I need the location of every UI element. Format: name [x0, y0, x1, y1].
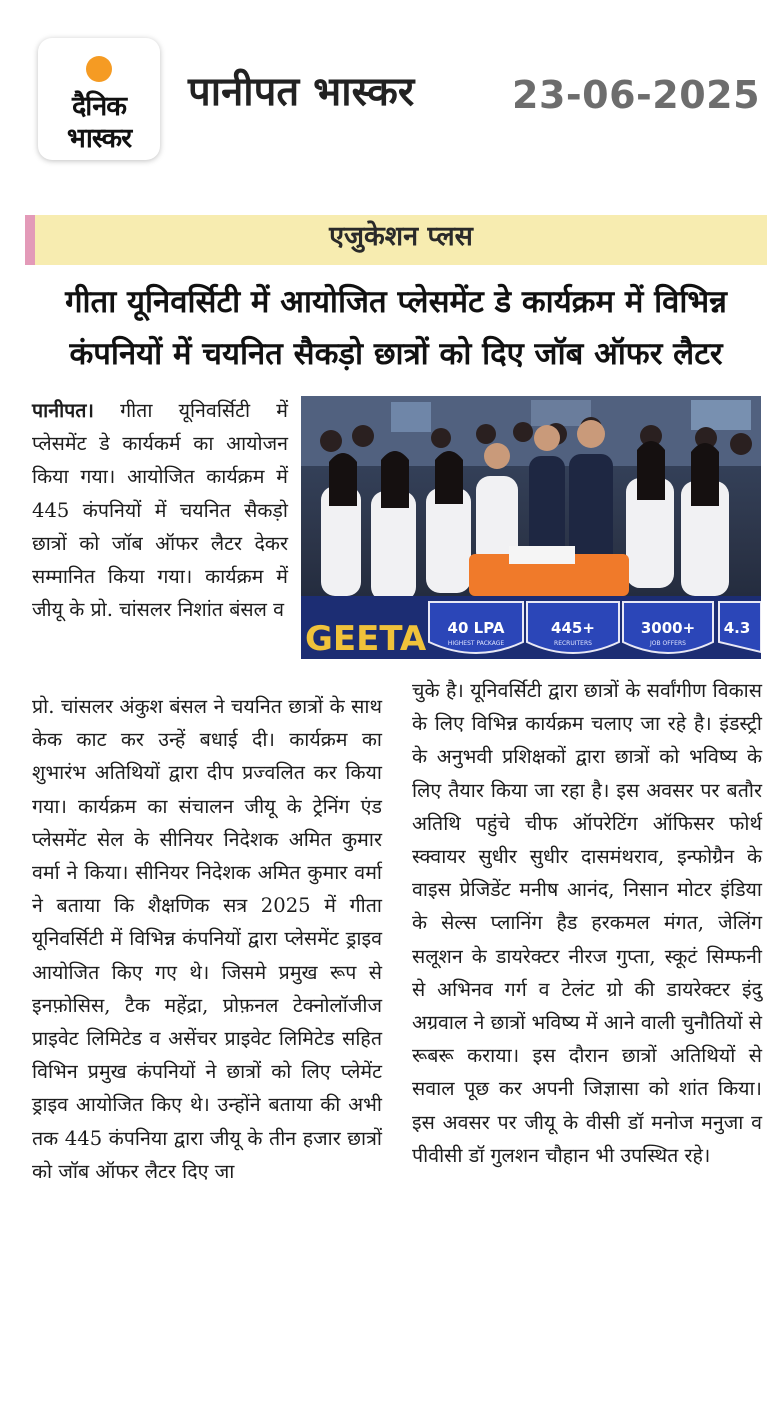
stat-value-job-offers: 3000+ [640, 619, 696, 637]
stat-caption-recruiters: RECRUITERS [554, 640, 592, 647]
section-label: एजुकेशन प्लस [329, 221, 473, 252]
logo-line-2: भास्कर [66, 123, 132, 154]
stat-caption-job-offers: JOB OFFERS [650, 640, 686, 647]
event-photo [301, 396, 761, 659]
article-headline: गीता यूनिवर्सिटी में आयोजित प्लेसमेंट डे कार्यक्रम में विभिन्न कंपनियों में चयनित सैकड़ो छात्रों को दिए जॉब ऑफर लैटर [65, 284, 727, 372]
edition-date: 23-06-2025 [512, 73, 761, 117]
article-column-left-top [32, 394, 288, 626]
article-paragraph-1: गीता यूनिवर्सिटी में प्लेसमेंट डे कार्यकर्म का आयोजन किया गया। आयोजित कार्यक्रम में 445 कंपनियों में चयनित सैकड़ो छात्रों को जॉब ऑफर लैटर देकर सम्मानित किया गया। कार्यक्रम में जीयू के प्रो. चांसलर निशांत बंसल व [32, 399, 288, 622]
stat-value-highest-package: 40 LPA [447, 619, 505, 637]
banner-brand-text: GEETA [305, 619, 427, 659]
stat-value-recruiters: 445+ [551, 619, 595, 637]
dateline: पानीपत। [32, 399, 94, 422]
article-column-right: चुके है। यूनिवर्सिटी द्वारा छात्रों के सर्वांगीण विकास के लिए विभिन्न कार्यक्रम चलाए जा रहे है। इंडस्ट्री के अनुभवी प्रशिक्षकों द्वारा छात्रों को भविष्य के लिए तैयार किया जा रहा है। इस अवसर पर बतौर अतिथि पहुंचे चीफ ऑपरेटिंग ऑफिसर फोर्थ स्क्वायर सुधीर सुधीर दासमंथराव, इन्फोग्रैन के वाइस प्रेजिडेंट मनीष आनंद, निसान मोटर इंडिया के सेल्स प्लानिंग हैड हरकमल मंगत, जेलिंग सलूशन के डायरेक्टर नीरज गुप्ता, स्कूटं सिम्फनी से अभिनव गर्ग व टेलंट ग्रो की डायरेक्टर इंदु अग्रवाल ने छात्रों भविष्य में आने वाली चुनौतियों से रूबरू कराया। इस दौरान छात्रों अतिथियों से सवाल पूछ कर अपनी जिज्ञासा को शांत किया। इस अवसर पर जीयू के वीसी डॉ मनोज मनुजा व पीवीसी डॉ गुलशन चौहान भी उपस्थित रहे। [412, 679, 763, 1167]
article-column-left-bottom: प्रो. चांसलर अंकुश बंसल ने चयनित छात्रों के साथ केक काट कर उन्हें बधाई दी। कार्यक्रम का शुभारंभ अतिथियों द्वारा दीप प्रज्वलित कर किया गया। कार्यक्रम का संचालन जीयू के ट्रेनिंग एंड प्लेसमेंट सेल के सीनियर निदेशक अमित कुमार वर्मा ने किया। सीनियर निदेशक अमित कुमार वर्मा ने बताया कि शैक्षणिक सत्र 2025 में गीता यूनिवर्सिटी में विभिन्न कंपनियों द्वारा प्लेसमेंट ड्राइव आयोजित किए गए थे। जिसमे प्रमुख रूप से इनफ़ोसिस, टैक महेंद्रा, प्रोफ़नल टेक्नोलॉजीज प्राइवेट लिमिटेड व असेंचर प्राइवेट लिमिटेड सहित विभिन प्रमुख कंपनियों ने छात्रों को लिए प्लेमेंट ड्राइव आयोजित किए थे। उन्होंने बताया की अभी तक 445 कंपनिया द्वारा जीयू के तीन हजार छात्रों को जॉब ऑफर लैटर दिए जा [32, 695, 382, 1183]
stat-caption-highest-package: HIGHEST PACKAGE [447, 640, 505, 647]
edition-name: पानीपत भास्कर [188, 69, 415, 115]
section-strip [25, 215, 767, 265]
stat-value-partial: 4.3 [723, 619, 751, 637]
event-photo-illustration [301, 396, 761, 659]
masthead [0, 0, 777, 190]
newspaper-logo [38, 38, 160, 160]
sun-icon [86, 56, 112, 82]
logo-line-1: दैनिक [71, 91, 127, 122]
